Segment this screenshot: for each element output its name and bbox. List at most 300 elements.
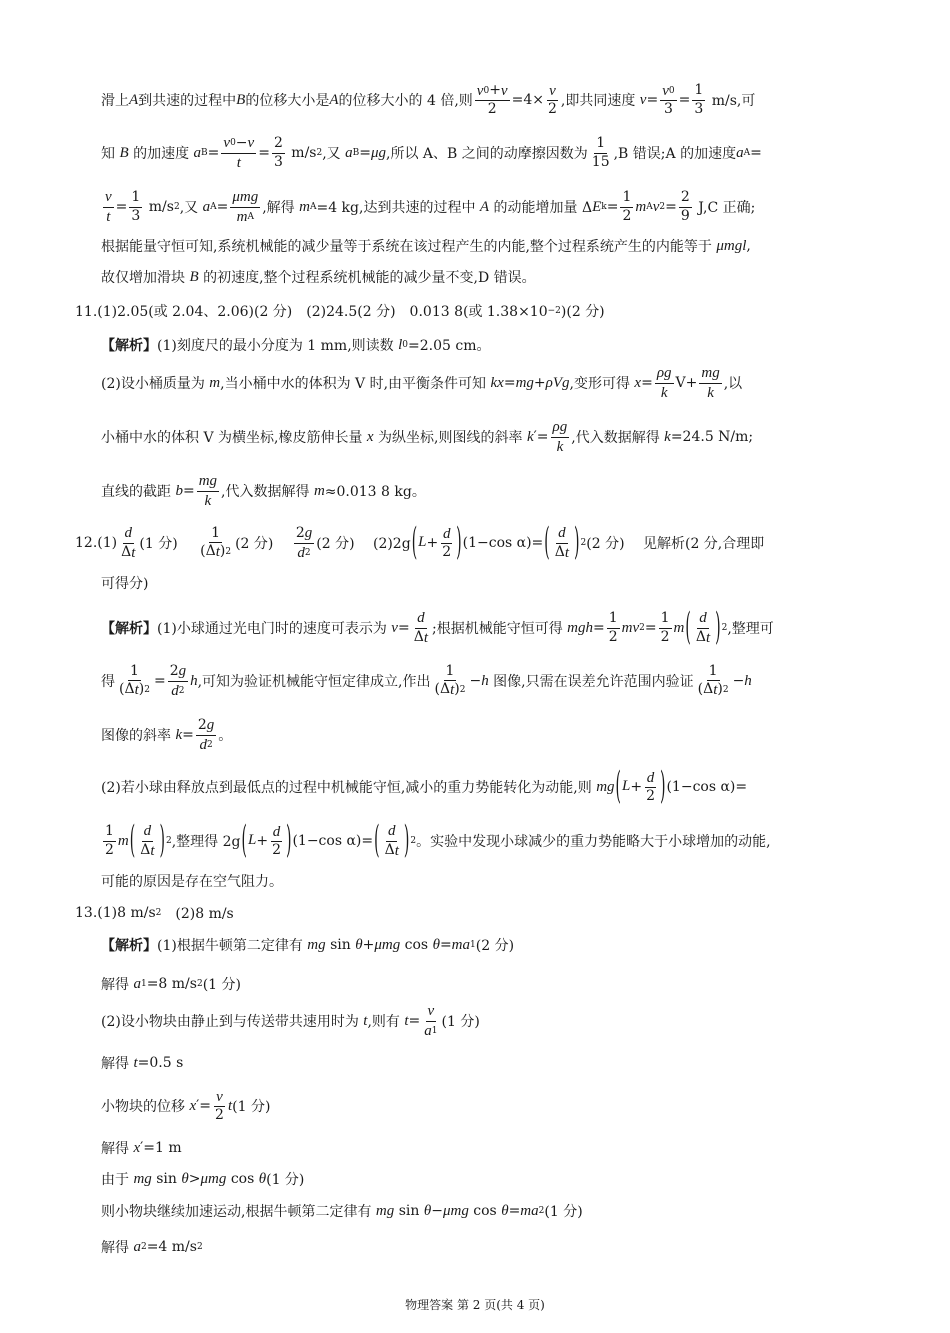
- math-variable: v: [216, 1088, 223, 1105]
- text-run: =4 m/s: [146, 1239, 197, 1255]
- fraction: [129, 190, 142, 224]
- fraction-numerator: [426, 1003, 437, 1022]
- parenthesized-expression: [411, 521, 463, 565]
- text-run: 2: [660, 628, 670, 645]
- math-variable: t: [394, 842, 399, 859]
- fraction: [607, 611, 620, 645]
- answer-line: 则小物块继续加速运动,根据牛顿第二定律有 mg sin θ − μmg cos θ = ma 2 (1 分): [101, 1202, 583, 1220]
- math-variable: m: [299, 198, 310, 215]
- text-run: ′=1 m: [140, 1140, 182, 1156]
- text-run: Δ: [413, 629, 424, 646]
- text-run: J,C 正确;: [693, 200, 756, 216]
- fraction-denominator: [235, 154, 243, 172]
- fraction-denominator: [412, 629, 430, 647]
- text-run: 解得: [101, 1141, 134, 1157]
- math-variable: t: [564, 544, 570, 561]
- text-run: 解得: [101, 1056, 134, 1072]
- fraction-numerator: [272, 136, 285, 153]
- math-variable: a: [424, 1022, 432, 1039]
- math-variable: h: [481, 672, 489, 689]
- left-paren: (: [615, 765, 621, 809]
- fraction: [272, 136, 285, 170]
- text-run: (1−cos α)=: [292, 833, 374, 849]
- text-run: 的动能增加量 Δ: [489, 200, 593, 216]
- fraction: [433, 664, 468, 699]
- math-variable: d: [199, 736, 207, 753]
- left-paren: (: [411, 521, 418, 565]
- answer-line: 解得 a 2 =4 m/s 2: [101, 1238, 203, 1256]
- text-run: m/s: [144, 199, 174, 215]
- fraction-denominator: [620, 208, 633, 224]
- text-run: ;根据机械能守恒可得: [431, 621, 568, 637]
- math-variable: m: [209, 374, 221, 391]
- fraction-denominator: [129, 208, 142, 224]
- math-variable: ρg: [552, 419, 568, 435]
- math-variable: k: [664, 428, 671, 445]
- fraction-numerator: [655, 365, 674, 384]
- fraction: [620, 190, 633, 224]
- text-run: (1 分): [544, 1204, 583, 1220]
- text-run: Δ: [695, 629, 706, 646]
- fraction: [213, 1089, 226, 1124]
- text-run: ,又: [322, 146, 346, 162]
- math-variable: B: [119, 144, 129, 161]
- fraction: [551, 419, 570, 455]
- math-variable: ma: [451, 936, 471, 953]
- text-run: +: [533, 375, 546, 391]
- fraction: [475, 83, 510, 118]
- left-paren: (: [241, 819, 247, 863]
- text-run: (1−cos α)=: [666, 779, 748, 795]
- fraction-denominator: [659, 384, 670, 402]
- math-variable: mg: [375, 1202, 395, 1219]
- fraction-numerator: [103, 824, 116, 841]
- math-variable: d: [272, 823, 281, 840]
- fraction-numerator: [551, 419, 570, 438]
- text-run: 1: [660, 610, 670, 627]
- math-variable: k: [526, 428, 534, 445]
- text-run: (Δ: [434, 681, 451, 698]
- math-variable: d: [124, 525, 132, 541]
- text-run: 1: [708, 662, 718, 679]
- fraction-denominator: m A: [236, 208, 254, 225]
- answer-line: [101, 1041, 183, 1085]
- text-run: =: [641, 375, 653, 391]
- right-paren: ): [285, 819, 292, 863]
- math-variable: d: [387, 823, 396, 839]
- fraction: [553, 525, 571, 561]
- answer-line: [101, 78, 755, 122]
- math-variable: a: [736, 144, 744, 161]
- fraction: [546, 83, 559, 118]
- answer-line: 13.(1)8 m/s 2 (2)8 m/s: [75, 905, 234, 922]
- math-variable: t: [705, 629, 711, 646]
- fraction-numerator: [103, 189, 114, 208]
- math-variable: E: [592, 198, 602, 215]
- text-run: =: [606, 199, 619, 215]
- text-run: 1: [608, 610, 618, 627]
- fraction-denominator: [270, 842, 283, 858]
- math-variable: A: [479, 198, 490, 215]
- fraction-denominator: [659, 629, 672, 645]
- text-run: 故仅增加滑块: [101, 270, 190, 286]
- text-run: 1: [130, 662, 139, 679]
- text-run: (1 分): [441, 1014, 480, 1030]
- text-run: =: [593, 620, 605, 636]
- text-run: =: [503, 375, 516, 391]
- math-variable: L: [418, 534, 427, 551]
- text-run: (1)根据牛顿第二定律有: [157, 938, 308, 954]
- fraction: [197, 473, 219, 509]
- fraction-denominator: [679, 208, 692, 224]
- fraction-numerator: [594, 136, 607, 153]
- text-run: 小桶中水的体积 V 为横坐标,橡皮筋伸长量: [101, 430, 367, 446]
- text-run: Δ: [121, 544, 132, 561]
- text-run: Δ: [554, 544, 565, 561]
- fraction-numerator: [128, 664, 141, 681]
- text-run: 3: [663, 101, 673, 118]
- text-run: 3: [131, 207, 141, 224]
- text-run: 3: [273, 153, 283, 170]
- math-variable: t: [106, 208, 111, 225]
- fraction: [696, 664, 731, 699]
- math-variable: mg: [515, 374, 534, 391]
- text-run: ,所以 A、B 之间的动摩擦因数为: [386, 146, 588, 162]
- text-run: ): [717, 681, 723, 698]
- text-run: =: [182, 727, 194, 743]
- math-variable: x: [366, 428, 374, 445]
- math-variable: mv: [621, 619, 640, 636]
- text-run: ,又: [179, 200, 203, 216]
- fraction-numerator: [699, 365, 721, 384]
- fraction-denominator: [104, 208, 112, 226]
- text-run: 1: [694, 82, 704, 99]
- fraction: [117, 664, 152, 699]
- math-variable: m: [313, 482, 325, 499]
- fraction: [660, 83, 676, 118]
- parenthesized-expression: [241, 819, 293, 863]
- fraction: [590, 136, 612, 170]
- text-run: (Δ: [119, 681, 135, 698]
- text-run: =4 kg,达到共速的过程中: [316, 200, 480, 216]
- text-run: 。: [218, 728, 233, 744]
- text-run: 2: [105, 841, 114, 858]
- math-variable: t: [133, 1054, 138, 1071]
- text-run: (1)刻度尺的最小分度为 1 mm,则读数: [157, 338, 399, 354]
- left-paren: (: [129, 819, 136, 863]
- text-run: 2: [622, 207, 632, 224]
- math-variable: d: [171, 682, 179, 699]
- analysis-label: 【解析】: [101, 621, 157, 637]
- text-run: 1: [131, 189, 141, 206]
- text-run: 。实验中发现小球减少的重力势能略大于小球增加的动能,: [416, 834, 771, 850]
- fraction: [655, 365, 674, 401]
- math-variable: A: [129, 91, 139, 108]
- text-run: 2: [273, 135, 283, 152]
- fraction-denominator: d 2: [297, 544, 311, 561]
- math-variable: μmg: [232, 189, 259, 205]
- math-variable: t: [404, 1012, 409, 1029]
- text-run: =: [115, 199, 128, 215]
- text-run: =: [258, 145, 270, 161]
- text-run: 15: [591, 153, 610, 170]
- answer-line: [101, 469, 426, 513]
- fraction-numerator: [645, 770, 657, 789]
- answer-line: [101, 999, 480, 1043]
- fraction-denominator: [553, 544, 571, 562]
- text-run: =: [216, 199, 229, 215]
- math-variable: a: [133, 975, 141, 992]
- text-run: ): [219, 543, 226, 560]
- text-run: ,整理得 2g: [171, 834, 241, 850]
- math-variable: mg: [596, 778, 615, 795]
- fraction-numerator: [294, 525, 314, 544]
- text-run: 12.(1): [75, 535, 118, 551]
- text-run: ,代入数据解得: [221, 484, 314, 500]
- text-run: =0.5 s: [137, 1055, 184, 1071]
- fraction-numerator: [659, 611, 672, 628]
- text-run: 到共速的过程中: [138, 93, 237, 109]
- text-run: (1)小球通过光电门时的速度可表示为: [157, 621, 392, 637]
- answer-line: 解得 a 1 =8 m/s 2 (1 分): [101, 975, 241, 993]
- math-variable: v: [500, 82, 508, 99]
- text-run: ,可知为验证机械能守恒定律成立,作出: [197, 674, 431, 690]
- math-variable: t: [227, 1097, 233, 1114]
- text-run: cos: [400, 937, 433, 953]
- fraction-denominator: [590, 154, 612, 170]
- text-run: )(2 分): [560, 304, 605, 320]
- fraction: [659, 611, 672, 645]
- math-variable: kx: [490, 374, 504, 391]
- answer-line: 【解析】 (1)小球通过光电门时的速度可表示为 v = d Δ t ;根据机械能守恒可得 mgh = $\frac{1}{2}$ mv 2 = $\frac{1}{2}$ m ( d Δ t ) 2 ,整理可: [101, 606, 774, 650]
- text-run: 的加速度: [128, 146, 194, 162]
- fraction: [692, 83, 705, 117]
- fraction-denominator: [644, 788, 657, 804]
- fraction-numerator: [607, 611, 620, 628]
- math-variable: k: [175, 726, 183, 743]
- text-run: cos: [226, 1171, 259, 1187]
- text-run: 由于: [101, 1172, 134, 1188]
- math-variable: μmg: [442, 1202, 469, 1219]
- math-variable: x: [634, 374, 642, 391]
- text-run: −: [469, 673, 482, 689]
- text-run: 滑上: [101, 93, 129, 109]
- math-variable: d: [297, 544, 305, 561]
- fraction-numerator: [386, 823, 398, 842]
- text-run: ): [138, 681, 145, 698]
- parenthesized-expression: [543, 521, 580, 565]
- fraction-numerator: [441, 526, 453, 545]
- fraction-numerator: [707, 664, 720, 681]
- left-paren: (: [374, 819, 380, 863]
- text-run: =: [644, 620, 657, 636]
- fraction: [422, 1003, 439, 1039]
- text-run: (2)8 m/s: [161, 906, 234, 922]
- text-run: ,代入数据解得: [571, 430, 665, 446]
- fraction-numerator: v 0 + v: [475, 83, 510, 102]
- text-run: =4×: [511, 92, 544, 108]
- fraction-numerator: [168, 663, 188, 682]
- math-variable: t: [713, 681, 718, 698]
- fraction-numerator: [123, 525, 135, 544]
- text-run: 2: [169, 662, 179, 679]
- math-variable: θ: [181, 1170, 189, 1187]
- math-variable: b: [175, 482, 183, 499]
- fraction-numerator: v 0 − v: [221, 135, 256, 154]
- fraction-numerator: [230, 189, 260, 208]
- math-variable: θ: [355, 936, 363, 953]
- fraction: [699, 365, 721, 401]
- text-run: m/s: [286, 145, 317, 161]
- right-paren: ): [715, 606, 721, 650]
- fraction-denominator: [103, 842, 116, 858]
- fraction-denominator: [138, 842, 156, 860]
- math-variable: a: [193, 144, 202, 161]
- fraction: [270, 824, 283, 859]
- text-run: ′=: [196, 1098, 212, 1114]
- math-variable: a: [133, 1238, 141, 1255]
- math-variable: v: [105, 189, 112, 205]
- text-run: (1 分): [139, 536, 197, 552]
- page-footer: 物理答案 第 2 页(共 4 页): [405, 1298, 545, 1312]
- text-run: (2 分) 见解析(2 分,合理即: [586, 536, 765, 552]
- fraction-denominator: [486, 101, 499, 117]
- text-run: =: [359, 145, 371, 161]
- fraction-denominator: [662, 101, 675, 117]
- math-variable: d: [646, 769, 655, 786]
- text-run: 为纵坐标,则图线的斜率: [373, 430, 527, 446]
- text-run: (2)设小桶质量为: [101, 376, 210, 392]
- right-paren: ): [159, 819, 165, 863]
- fraction: [103, 824, 116, 858]
- fraction-denominator: d 2: [199, 736, 213, 753]
- text-run: (1 分): [266, 1172, 305, 1188]
- math-variable: mg: [307, 936, 326, 953]
- text-run: Δ: [140, 842, 151, 859]
- fraction-denominator: [546, 101, 559, 117]
- text-run: ,整理可: [727, 621, 774, 637]
- text-run: =: [182, 483, 195, 499]
- fraction-denominator: (Δ t ) 2: [119, 681, 150, 698]
- text-run: ,则有: [367, 1014, 405, 1030]
- text-run: 知: [101, 146, 120, 162]
- text-run: =2.05 cm。: [408, 338, 491, 354]
- math-variable: d: [699, 610, 707, 626]
- text-run: ): [454, 681, 460, 698]
- math-variable: t: [236, 154, 241, 171]
- math-variable: μmg: [374, 936, 401, 953]
- text-run: 图像的斜率: [101, 728, 176, 744]
- math-variable: v: [247, 135, 255, 151]
- math-variable: m: [673, 619, 685, 636]
- answer-line: 【解析】 (1)根据牛顿第二定律有 mg sin θ + μmg cos θ = ma 1 (2 分): [101, 936, 515, 954]
- text-run: +: [426, 534, 439, 551]
- answer-line: 12.(1) d Δ t (1 分) 1 (Δ t ) 2 (2 分) 2 g d 2 (2 分) (2)2g ( L + $\frac{d}{2}$ ) (1−cos α)= ( d Δ t ) 2 (2 分) 见解析(2 分,合理即: [75, 521, 765, 565]
- fraction-denominator: [440, 544, 453, 560]
- text-run: =: [439, 937, 452, 953]
- math-variable: m: [117, 832, 129, 849]
- fraction-numerator: [142, 823, 154, 842]
- parenthesized-expression: [129, 819, 166, 863]
- text-run: 2: [197, 716, 207, 733]
- fraction-numerator: [556, 525, 568, 544]
- fraction-denominator: [692, 101, 705, 117]
- text-run: 2: [295, 524, 305, 541]
- text-run: 9: [680, 207, 690, 224]
- text-run: (2 分): [235, 536, 292, 552]
- text-run: 2: [646, 788, 655, 805]
- math-variable: μg: [371, 144, 387, 161]
- fraction-denominator: [705, 384, 716, 402]
- math-variable: d: [143, 823, 152, 839]
- math-variable: m: [635, 198, 647, 215]
- math-variable: x: [133, 1139, 141, 1156]
- fraction-numerator: [271, 824, 283, 843]
- fraction-numerator: [415, 610, 427, 629]
- text-run: +: [256, 832, 269, 849]
- math-variable: v: [639, 91, 647, 108]
- text-run: sin: [394, 1203, 424, 1219]
- text-run: (2)设小物块由静止到与传送带共速用时为: [101, 1014, 364, 1030]
- text-run: 直线的截距: [101, 484, 176, 500]
- fraction-numerator: [196, 717, 216, 736]
- fraction-denominator: [119, 544, 137, 562]
- answer-line: [101, 765, 747, 809]
- text-run: 13.(1)8 m/s: [75, 905, 156, 921]
- fraction-numerator: [197, 473, 219, 492]
- math-variable: ρg: [656, 365, 672, 381]
- fraction: [119, 525, 137, 561]
- text-run: ′=: [533, 429, 549, 445]
- text-run: =8 m/s: [146, 976, 197, 992]
- fraction-numerator: [697, 610, 709, 629]
- text-run: (2)若小球由释放点到最低点的过程中机械能守恒,减小的重力势能转化为动能,则: [101, 780, 597, 796]
- analysis-label: 【解析】: [101, 338, 157, 354]
- right-paren: ): [574, 521, 580, 565]
- text-run: +: [489, 82, 501, 99]
- text-run: 11.(1)2.05(或 2.04、2.06)(2 分) (2)24.5(2 分) 0.013 8(或 1.38×10: [75, 304, 548, 320]
- text-run: ,变形可得: [569, 376, 635, 392]
- fraction: [198, 526, 233, 561]
- text-run: =: [665, 199, 677, 215]
- fraction-denominator: (Δ t ) 2: [200, 543, 232, 560]
- fraction-numerator: [547, 83, 558, 102]
- math-variable: k: [204, 492, 212, 509]
- math-variable: θ: [432, 936, 440, 953]
- text-run: =: [646, 92, 659, 108]
- text-run: (1 分): [232, 1099, 271, 1115]
- math-variable: v: [223, 135, 231, 151]
- text-run: 1: [105, 823, 114, 840]
- text-run: 解得: [101, 1240, 134, 1256]
- math-variable: mgh: [567, 619, 593, 636]
- fraction-denominator: [203, 492, 214, 510]
- math-variable: t: [134, 681, 139, 698]
- text-run: 1: [596, 135, 606, 152]
- text-run: +: [630, 778, 643, 795]
- math-variable: t: [450, 681, 455, 698]
- analysis-label: 【解析】: [101, 938, 157, 954]
- text-run: (1 分): [202, 977, 241, 993]
- fraction: [221, 135, 256, 171]
- answer-line: 知 B 的加速度 a B = v 0 − v t = $\frac{2}{3}$ m/s 2 ,又 a B = μg ,所以 A、B 之间的动摩擦因数为 $\frac{1}{15}$ ,B 错误;A 的加速度 a A =: [101, 134, 762, 171]
- answer-line: [101, 361, 742, 405]
- text-run: 的位移大小是: [245, 93, 330, 109]
- text-run: 1: [445, 662, 455, 679]
- answer-line: [101, 713, 232, 757]
- text-run: 小物块的位移: [101, 1099, 190, 1115]
- right-paren: ): [456, 521, 462, 565]
